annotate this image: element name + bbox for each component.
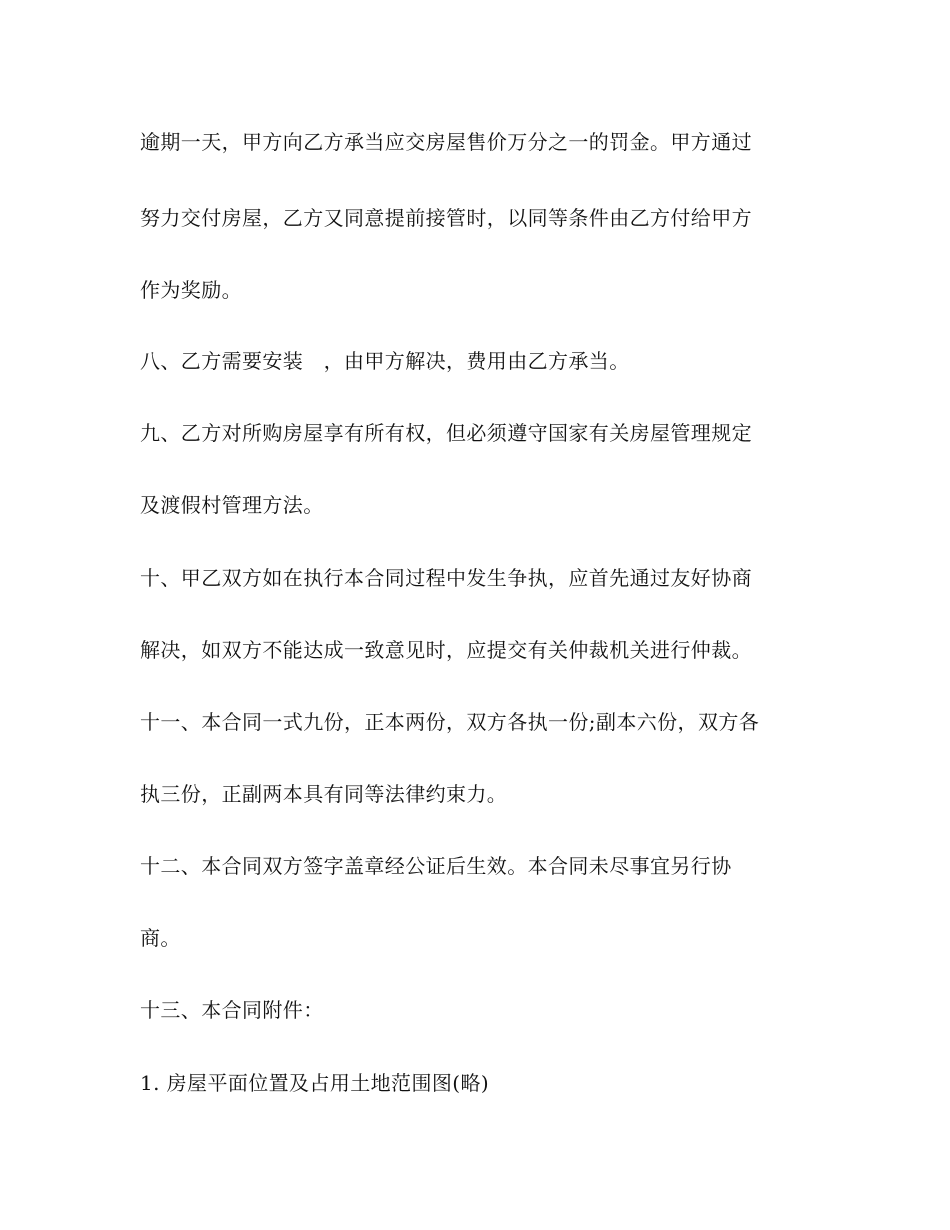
clause-9: 九、乙方对所购房屋享有所有权，但必须遵守国家有关房屋管理规定 [140,421,752,445]
clause-11: 十一、本合同一式九份，正本两份，双方各执一份;副本六份，双方各 [140,710,760,734]
text-line: 逾期一天，甲方向乙方承当应交房屋售价万分之一的罚金。甲方通过 [140,130,752,154]
clause-12: 十二、本合同双方签字盖章经公证后生效。本合同未尽事宜另行协 [140,854,732,878]
clause-8: 八、乙方需要安装 ，由甲方解决，费用由乙方承当。 [140,349,630,373]
text-line: 执三份，正副两本具有同等法律约束力。 [140,782,508,806]
clause-13: 十三、本合同附件： [140,998,324,1022]
text-line: 解决，如双方不能达成一致意见时，应提交有关仲裁机关进行仲裁。 [140,638,752,662]
text-line: 及渡假村管理方法。 [140,493,324,517]
attachment-item: 1. 房屋平面位置及占用土地范围图(略) [140,1071,490,1095]
text-line: 作为奖励。 [140,278,242,302]
text-line: 努力交付房屋，乙方又同意提前接管时，以同等条件由乙方付给甲方 [140,206,752,230]
text-line: 商。 [140,926,181,950]
clause-10: 十、甲乙双方如在执行本合同过程中发生争执，应首先通过友好协商 [140,566,752,590]
